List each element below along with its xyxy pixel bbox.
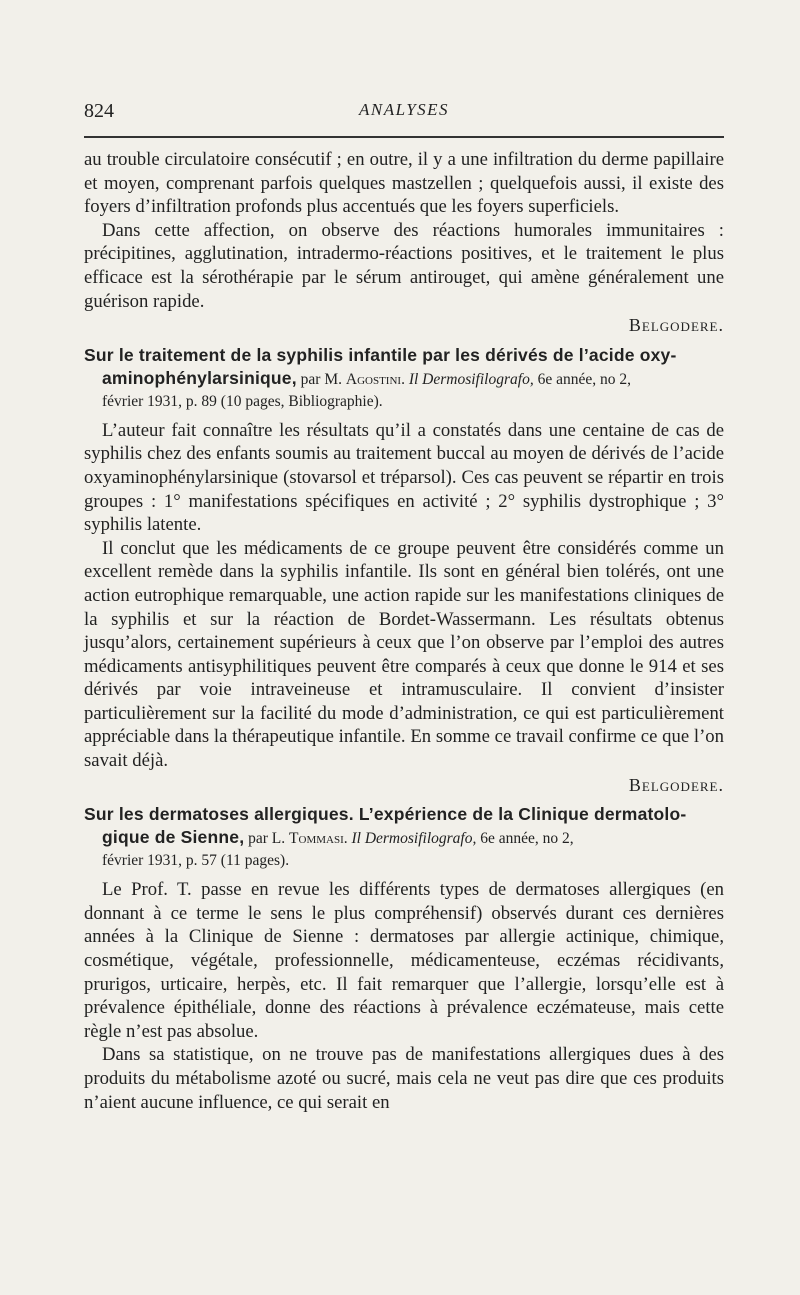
article-details: 6e année, no 2, — [476, 830, 574, 848]
article-journal: Il Dermosifilografo, — [404, 370, 534, 388]
article-heading-line — [84, 826, 724, 850]
article-by: par M. — [296, 370, 346, 388]
article-title-continuation: aminophénylarsinique, — [102, 367, 297, 388]
article-heading — [84, 344, 724, 413]
article-paragraph: L’auteur fait connaître les résultats qu’il a constatés dans une centaine de cas de syphilis chez des enfants soumis au traitement buccal au moyen de dérivés de l’acide oxyaminophénylarsinique (stovarsol et tréparsol). Ces cas peuvent se répartir en trois groupes : 1° manifestations spécifiques en activité ; 2° syphilis dystrophique ; 3° syphilis latente. — [84, 419, 724, 536]
reviewer-signature: Belgodere. — [628, 774, 724, 795]
intro-paragraph: au trouble circulatoire consécutif ; en outre, il y a une infiltration du derme papillaire et moyen, comprenant parfois quelques mastzellen ; quelquefois aussi, il existe des foyers d’infiltration profonds plus accentués que les foyers superficiels. — [84, 149, 724, 218]
article-paragraph: Le Prof. T. passe en revue les différents types de dermatoses allergiques (en donnant à ce terme le sens le plus compréhensif) observés durant ces dernières années à la Clinique de Sienne : dermatoses par allergie actinique, chimique, cosmétique, végétale, professionnelle, médicamenteuse, eczémas récidivants, prurigos, urticaire, herpès, etc. Il fait remarquer que l’allergie, lorsqu’elle est à prévalence épithéliale, donne des réactions à prévalence eczémateuse, mais cette règle n’est pas absolue. — [84, 879, 724, 1042]
article-paragraph: Il conclut que les médicaments de ce groupe peuvent être considérés comme un excellent remède dans la syphilis infantile. Ils sont en général bien tolérés, ont une action eutrophique remarquable, une action rapide sur les manifestations cliniques de la syphilis et sur la réaction de Bordet-Wassermann. Les résultats obtenus jusqu’alors, certainement supérieurs à ceux que l’on observe par l’emploi des autres médicaments antisyphilitiques peuvent être comparés à ceux que donne le 914 et ses dérivés par voie intraveineuse et intramusculaire. Il convient d’insister particulièrement sur la facilité du mode d’administration, ce qui est particulièrement appréciable dans la thérapeutique infantile. En somme ce travail confirme ce que l’on savait déjà. — [84, 537, 724, 772]
article-details: 6e année, no 2, — [533, 370, 631, 388]
article-paragraph: Dans sa statistique, on ne trouve pas de manifestations allergiques dues à des produits du métabolisme azoté ou sucré, mais cela ne veut pas dire que ces produits n’aient aucune influence, ce qui serait en — [84, 1044, 724, 1113]
article-author: Agostini. — [345, 370, 405, 388]
article-details-line: février 1931, p. 57 (11 pages). — [102, 852, 290, 870]
article-heading-line — [84, 367, 724, 391]
article-title: Sur le traitement de la syphilis infantile par les dérivés de l’acide oxy- — [84, 344, 677, 365]
page-number: 824 — [84, 100, 114, 122]
article-heading — [84, 803, 724, 872]
running-head: ANALYSES — [358, 100, 450, 119]
reviewer-signature: Belgodere. — [628, 315, 724, 336]
article-journal: Il Dermosifilografo, — [347, 830, 477, 848]
intro-paragraph: Dans cette affection, on observe des réactions humorales immunitaires : précipitines, agglutination, intradermo-réactions positives, et le traitement le plus efficace est la sérothérapie par le sérum antirouget, qui amène généralement une guérison rapide. — [84, 219, 724, 312]
article-details-line: février 1931, p. 89 (10 pages, Bibliographie). — [102, 392, 383, 410]
header-rule — [84, 136, 724, 138]
article-title-continuation: gique de Sienne, — [102, 827, 245, 848]
page-body — [84, 148, 724, 1114]
page-header — [84, 100, 724, 126]
article-by: par L. — [244, 830, 290, 848]
article-title: Sur les dermatoses allergiques. L’expérience de la Clinique dermatolo- — [84, 804, 687, 825]
article-author: Tommasi. — [289, 830, 348, 848]
